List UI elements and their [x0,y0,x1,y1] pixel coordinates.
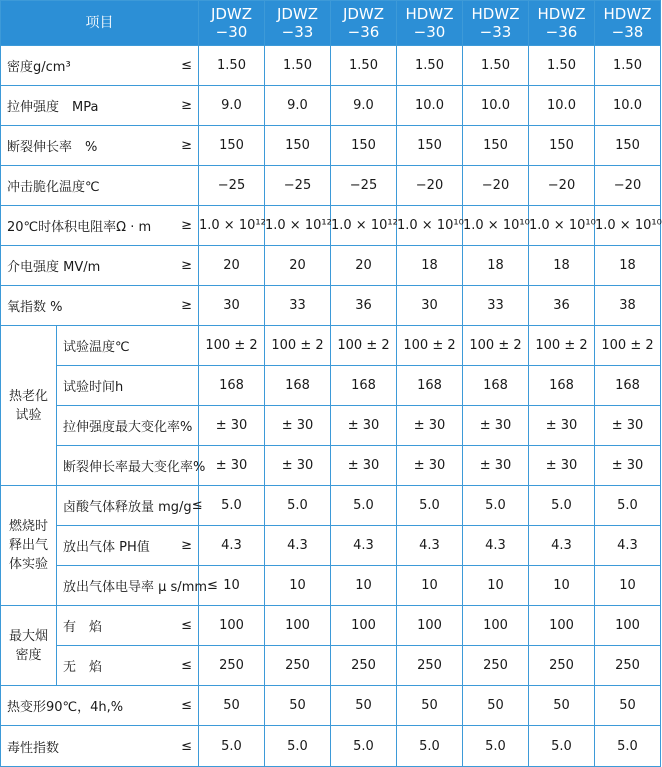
table-cell-value: 1.0 × 10¹⁰ [397,206,463,246]
comparator: ≥ [181,258,192,273]
table-cell-value: 5.0 [397,486,463,526]
table-cell-value: 5.0 [529,726,595,767]
table-row [1,486,661,526]
table-cell-value: 250 [397,646,463,686]
comparator: ≥ [181,218,192,233]
comparator: ≤ [207,578,218,593]
table-cell-value: 50 [265,686,331,726]
table-cell-value: 100 [463,606,529,646]
table-row [1,686,661,726]
comparator: ≤ [181,738,192,754]
table-cell-value: 50 [397,686,463,726]
table-cell-value: 4.3 [199,526,265,566]
table-cell-value: 100 ± 2 [331,326,397,366]
table-cell-value: 36 [331,286,397,326]
row-label: 放出气体 PH值 [63,540,150,555]
table-cell-value: ± 30 [397,446,463,486]
sub-label-cell [57,406,199,446]
table-cell-value: 168 [331,366,397,406]
row-label: 氧指数 % [7,300,63,315]
table-cell-value: 4.3 [265,526,331,566]
table-cell-value: 9.0 [265,86,331,126]
row-label-cell [1,726,199,767]
group-category [1,486,57,606]
table-cell-value: 10 [199,566,265,606]
table-cell-value: 5.0 [331,726,397,767]
table-cell-value: 20 [331,246,397,286]
table-cell-value: 5.0 [199,486,265,526]
table-cell-value: 168 [595,366,661,406]
table-cell-value: 1.50 [199,46,265,86]
row-label: 试验时间h [63,380,124,395]
table-cell-value: 250 [199,646,265,686]
header-model: JDWZ −36 [331,1,397,46]
table-cell-value: 18 [529,246,595,286]
table-cell-value: 4.3 [331,526,397,566]
table-cell-value: 50 [331,686,397,726]
table-cell-value: 1.0 × 10¹⁰ [463,206,529,246]
table-cell-value: 10 [595,566,661,606]
header-model: HDWZ −33 [463,1,529,46]
table-cell-value: 4.3 [529,526,595,566]
row-label-cell [1,166,199,206]
table-cell-value: ± 30 [397,406,463,446]
row-label-cell [1,86,199,126]
table-cell-value: 20 [199,246,265,286]
table-cell-value: −20 [529,166,595,206]
table-row [1,326,661,366]
row-label: 20℃时体积电阻率Ω · m [7,220,152,235]
table-row [1,206,661,246]
table-cell-value: 18 [463,246,529,286]
table-cell-value: 1.50 [331,46,397,86]
table-cell-value: 50 [199,686,265,726]
table-cell-value: 33 [265,286,331,326]
comparator: ≥ [181,138,192,153]
table-row [1,166,661,206]
table-cell-value: 150 [463,126,529,166]
table-cell-value: 33 [463,286,529,326]
table-cell-value: 5.0 [397,726,463,767]
row-label: 密度g/cm³ [7,60,71,75]
comparator: ≥ [181,298,192,313]
comparator: ≤ [181,58,192,73]
table-cell-value: 38 [595,286,661,326]
header-model: JDWZ −30 [199,1,265,46]
table-cell-value: 250 [265,646,331,686]
table-cell-value: 5.0 [463,726,529,767]
table-cell-value: 150 [265,126,331,166]
table-cell-value: 4.3 [463,526,529,566]
table-row [1,286,661,326]
group-category-line: 燃烧时 [8,519,48,534]
row-label-cell [1,246,199,286]
table-cell-value: 100 ± 2 [529,326,595,366]
table-cell-value: 10 [331,566,397,606]
table-cell-value: ± 30 [595,406,661,446]
row-label: 放出气体电导率 μ s/mm [63,580,208,595]
table-row [1,46,661,86]
table-cell-value: 10 [265,566,331,606]
group-category [1,326,57,486]
row-label: 介电强度 MV/m [7,260,101,275]
row-label: 毒性指数 [7,740,60,756]
table-cell-value: 168 [397,366,463,406]
row-label-cell [1,686,199,726]
group-category-line: 最大烟 [8,628,48,644]
table-cell-value: 100 [265,606,331,646]
table-cell-value: 150 [331,126,397,166]
table-cell-value: ± 30 [199,446,265,486]
comparator: ≤ [181,698,192,713]
row-label: 有 焰 [63,620,103,635]
table-cell-value: 5.0 [331,486,397,526]
table-cell-value: 1.50 [397,46,463,86]
table-cell-value: 150 [595,126,661,166]
row-label: 断裂伸长率最大变化率% [63,460,206,475]
table-cell-value: 100 ± 2 [265,326,331,366]
table-cell-value: 100 ± 2 [595,326,661,366]
table-cell-value: 30 [199,286,265,326]
table-cell-value: 9.0 [199,86,265,126]
row-label: 拉伸强度最大变化率% [63,420,193,435]
table-row [1,606,661,646]
row-label: 热变形90℃，4h,% [7,700,124,715]
row-label-cell [1,206,199,246]
sub-label-cell [57,646,199,686]
table-cell-value: 20 [265,246,331,286]
sub-label-cell [57,446,206,486]
header-model: HDWZ −36 [529,1,595,46]
header-row [1,1,661,46]
table-cell-value: ± 30 [463,406,529,446]
table-row [1,366,661,406]
table-cell-value: ± 30 [199,406,265,446]
sub-label-cell [57,606,199,646]
table-cell-value: 50 [529,686,595,726]
table-cell-value: 5.0 [199,726,265,767]
table-cell-value: 250 [463,646,529,686]
sub-label-cell [57,486,203,526]
sub-label-cell [57,326,199,366]
table-cell-value: ± 30 [265,446,331,486]
table-cell-value: 100 [331,606,397,646]
group-category [1,606,57,686]
table-cell-value: 5.0 [265,486,331,526]
table-cell-value: 250 [331,646,397,686]
table-cell-value: 5.0 [265,726,331,767]
table-cell-value: 10.0 [397,86,463,126]
table-cell-value: −20 [397,166,463,206]
table-cell-value: ± 30 [331,446,397,486]
table-row [1,246,661,286]
table-row [1,526,661,566]
table-cell-value: 1.0 × 10¹² [199,206,265,246]
table-row [1,446,661,486]
table-cell-value: 150 [529,126,595,166]
sub-label-cell [57,366,199,406]
row-label: 卤酸气体释放量 mg/g [63,500,192,515]
row-label: 冲击脆化温度℃ [7,180,100,195]
table-cell-value: 10 [529,566,595,606]
sub-label-cell [57,566,218,606]
table-body [1,46,661,767]
row-label-cell [1,286,199,326]
table-row [1,726,661,767]
table-cell-value: 1.0 × 10¹² [331,206,397,246]
table-cell-value: 18 [397,246,463,286]
table-cell-value: 1.0 × 10¹⁰ [529,206,595,246]
table-cell-value: 250 [595,646,661,686]
group-category-line: 体实验 [8,557,48,572]
table-cell-value: ± 30 [529,446,595,486]
table-cell-value: −25 [331,166,397,206]
table-row [1,646,661,686]
comparator: ≤ [191,498,203,513]
row-label: 无 焰 [63,660,103,675]
table-cell-value: 30 [397,286,463,326]
table-cell-value: 100 [595,606,661,646]
table-cell-value: 168 [265,366,331,406]
table-cell-value: 5.0 [463,486,529,526]
table-cell-value: 5.0 [595,726,661,767]
table-cell-value: 50 [595,686,661,726]
table-cell-value: 4.3 [595,526,661,566]
comparator: ≥ [181,98,192,113]
row-label: 拉伸强度 MPa [7,100,99,115]
group-category-line: 热老化 [8,388,48,404]
table-cell-value: 150 [199,126,265,166]
table-cell-value: −20 [595,166,661,206]
table-cell-value: ± 30 [529,406,595,446]
table-cell-value: 9.0 [331,86,397,126]
table-cell-value: 100 ± 2 [397,326,463,366]
header-item: 项目 [1,1,199,46]
group-category-line: 试验 [15,407,42,423]
table-cell-value: 5.0 [529,486,595,526]
table-cell-value: 10 [397,566,463,606]
table-cell-value: 1.50 [595,46,661,86]
table-cell-value: ± 30 [265,406,331,446]
table-row [1,566,661,606]
row-label: 断裂伸长率 % [7,140,98,155]
table-cell-value: 168 [529,366,595,406]
table-cell-value: 10.0 [463,86,529,126]
comparator: ≥ [181,538,192,553]
row-label-cell [1,46,199,86]
table-row [1,406,661,446]
table-cell-value: −25 [199,166,265,206]
table-cell-value: −25 [265,166,331,206]
table-cell-value: 50 [463,686,529,726]
table-cell-value: 4.3 [397,526,463,566]
table-cell-value: 168 [199,366,265,406]
table-cell-value: 1.0 × 10¹² [265,206,331,246]
table-cell-value: 250 [529,646,595,686]
header-model: JDWZ −33 [265,1,331,46]
group-category-line: 释出气 [8,538,48,553]
table-cell-value: 100 ± 2 [199,326,265,366]
table-cell-value: 1.0 × 10¹⁰ [595,206,661,246]
row-label-cell [1,126,199,166]
table-cell-value: ± 30 [595,446,661,486]
table-cell-value: 36 [529,286,595,326]
table-cell-value: 10.0 [529,86,595,126]
table-cell-value: 10 [463,566,529,606]
table-cell-value: 100 ± 2 [463,326,529,366]
comparator: ≤ [181,618,192,633]
table-cell-value: 168 [463,366,529,406]
table-cell-value: 100 [529,606,595,646]
table-cell-value: ± 30 [331,406,397,446]
header-model: HDWZ −38 [595,1,661,46]
sub-label-cell [57,526,199,566]
table-row [1,126,661,166]
table-cell-value: 150 [397,126,463,166]
table-cell-value: 100 [397,606,463,646]
comparator: ≤ [181,658,192,673]
table-cell-value: 100 [199,606,265,646]
table-cell-value: 1.50 [463,46,529,86]
table-cell-value: −20 [463,166,529,206]
table-cell-value: ± 30 [463,446,529,486]
header-model: HDWZ −30 [397,1,463,46]
table-cell-value: 1.50 [265,46,331,86]
group-category-line: 密度 [15,647,42,663]
row-label: 试验温度℃ [63,340,130,355]
table-cell-value: 10.0 [595,86,661,126]
table-cell-value: 5.0 [595,486,661,526]
table-row [1,86,661,126]
table-cell-value: 1.50 [529,46,595,86]
table-cell-value: 18 [595,246,661,286]
